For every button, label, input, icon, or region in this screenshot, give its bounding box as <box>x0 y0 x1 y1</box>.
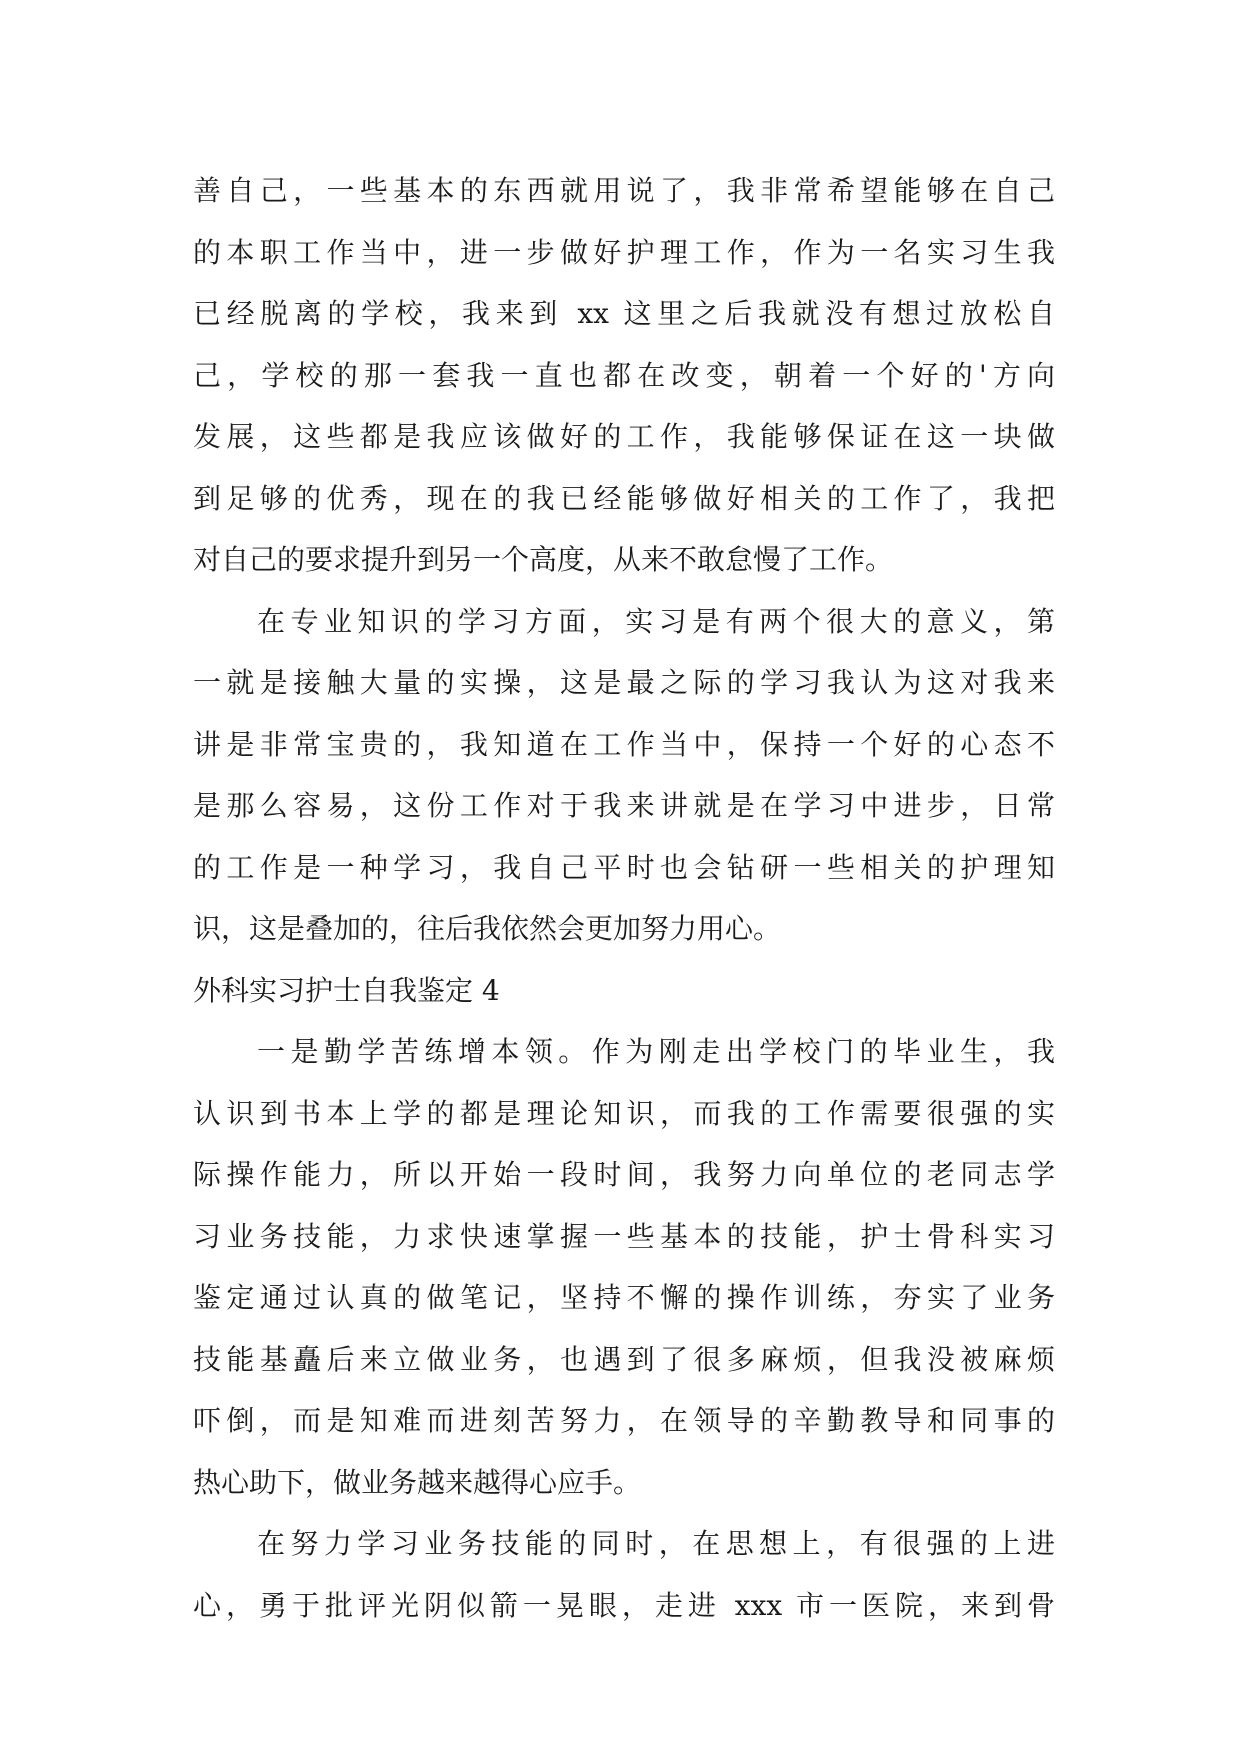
text-line: 际操作能力，所以开始一段时间，我努力向单位的老同志学 <box>193 1158 1055 1191</box>
text-line: 习业务技能，力求快速掌握一些基本的技能，护士骨科实习 <box>193 1219 1055 1253</box>
paragraph-2 <box>193 591 1055 960</box>
section-heading: 外科实习护士自我鉴定 4 <box>193 973 500 1007</box>
paragraph-3 <box>193 1021 1055 1513</box>
text-line: 己，学校的那一套我一直也都在改变，朝着一个好的'方向 <box>193 358 1055 392</box>
text-line: 一是勤学苦练增本领。作为刚走出学校门的毕业生，我 <box>257 1035 1055 1068</box>
text-line: 热心助下，做业务越来越得心应手。 <box>193 1465 642 1499</box>
paragraph-1 <box>193 160 1055 591</box>
text-line: 心，勇于批评光阴似箭一晃眼，走进 xxx 市一医院，来到骨 <box>193 1588 1055 1622</box>
text-line: 一就是接触大量的实操，这是最之际的学习我认为这对我来 <box>193 666 1055 699</box>
text-line: 在努力学习业务技能的同时，在思想上，有很强的上进 <box>257 1527 1055 1560</box>
text-line: 讲是非常宝贵的，我知道在工作当中，保持一个好的心态不 <box>193 727 1055 761</box>
text-line: 的工作是一种学习，我自己平时也会钻研一些相关的护理知 <box>193 850 1055 884</box>
text-line: 吓倒，而是知难而进刻苦努力，在领导的辛勤教导和同事的 <box>193 1404 1055 1437</box>
text-line: 认识到书本上学的都是理论知识，而我的工作需要很强的实 <box>193 1096 1055 1130</box>
text-line: 已经脱离的学校，我来到 xx 这里之后我就没有想过放松自 <box>193 297 1055 330</box>
text-line: 鉴定通过认真的做笔记，坚持不懈的操作训练，夯实了业务 <box>193 1281 1055 1314</box>
text-line: 技能基矗后来立做业务，也遇到了很多麻烦，但我没被麻烦 <box>193 1342 1055 1376</box>
text-line: 对自己的要求提升到另一个高度，从来不敢怠慢了工作。 <box>193 543 894 576</box>
text-line: 善自己，一些基本的东西就用说了，我非常希望能够在自己 <box>193 174 1055 207</box>
paragraph-4 <box>193 1513 1055 1636</box>
text-line: 在专业知识的学习方面，实习是有两个很大的意义，第 <box>257 604 1055 638</box>
text-line: 是那么容易，这份工作对于我来讲就是在学习中进步，日常 <box>193 789 1055 822</box>
text-line: 识，这是叠加的，往后我依然会更加努力用心。 <box>193 912 782 945</box>
text-line: 到足够的优秀，现在的我已经能够做好相关的工作了，我把 <box>193 481 1055 515</box>
document-body <box>193 160 1055 1636</box>
text-line: 的本职工作当中，进一步做好护理工作，作为一名实习生我 <box>193 235 1055 269</box>
text-line: 发展，这些都是我应该做好的工作，我能够保证在这一块做 <box>193 420 1055 453</box>
